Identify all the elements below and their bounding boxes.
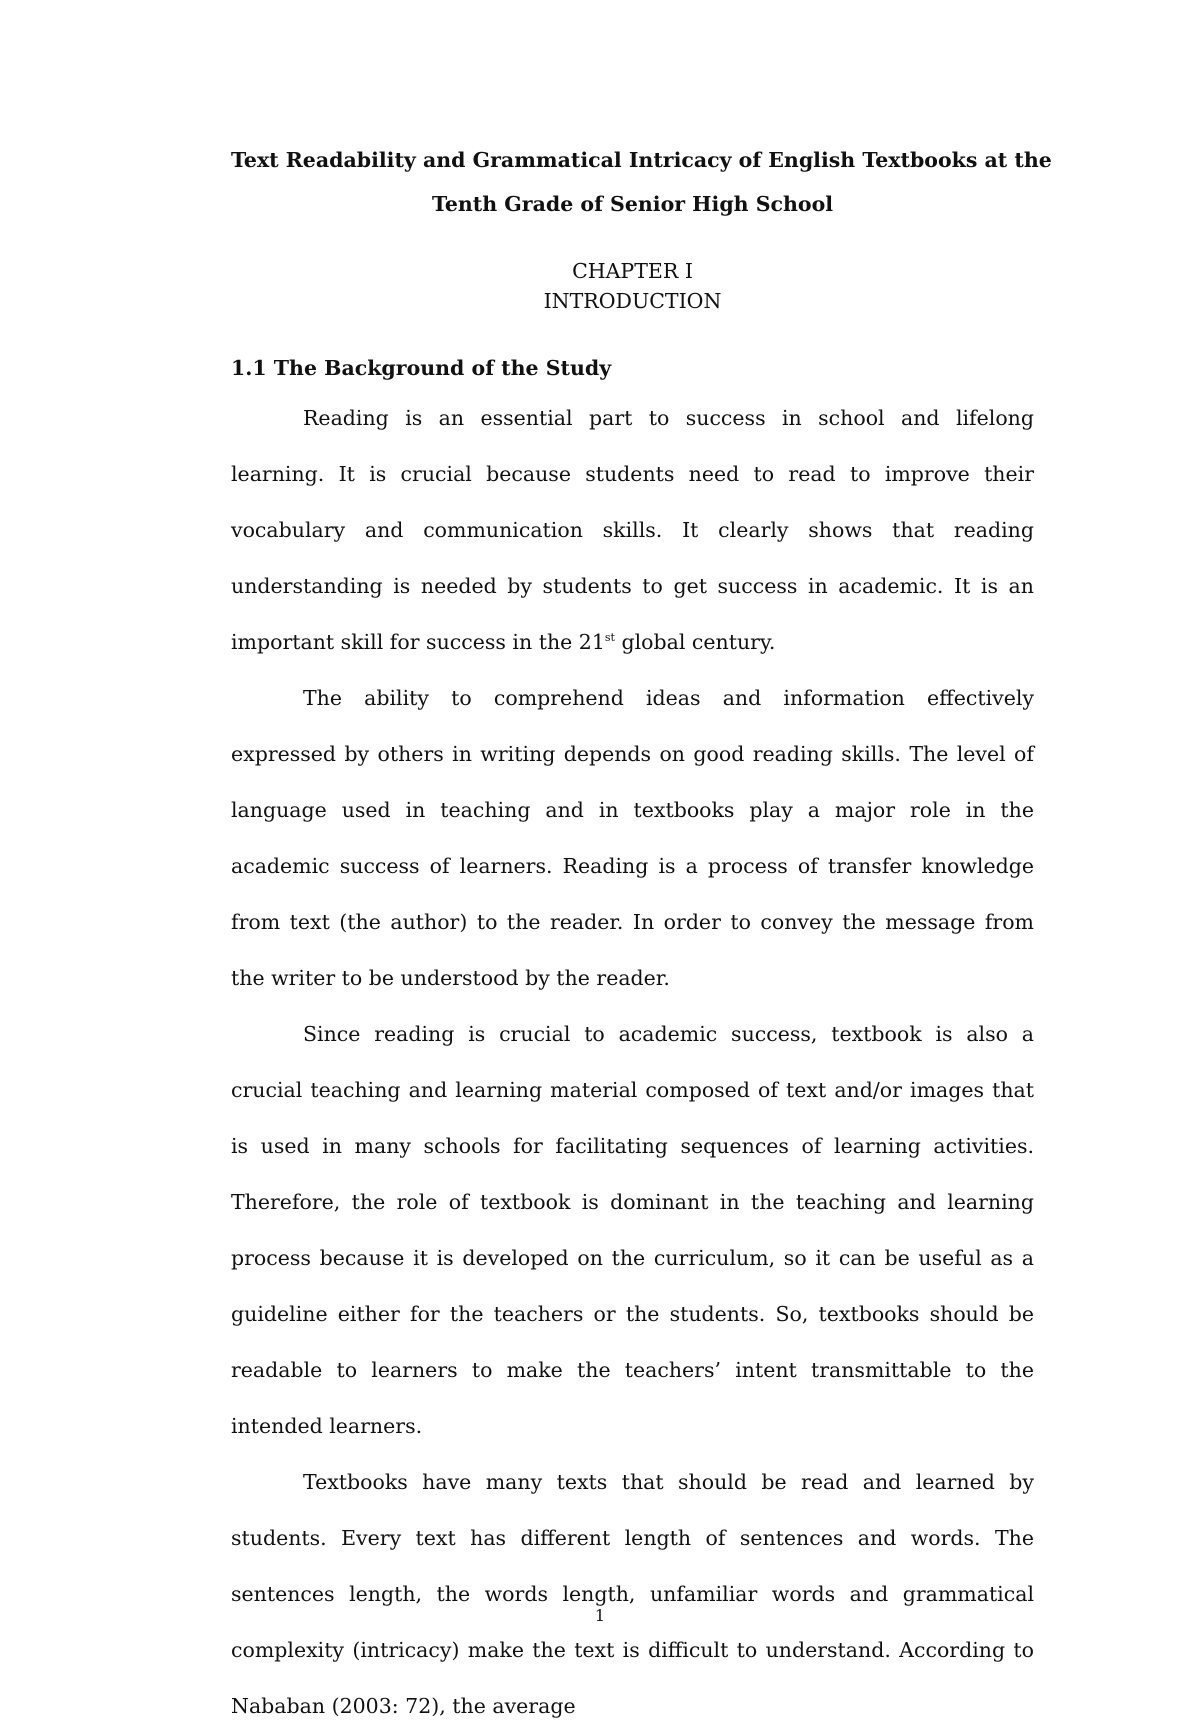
chapter-title: INTRODUCTION (543, 289, 722, 313)
body-text (231, 390, 1034, 1734)
section-heading: 1.1 The Background of the Study (231, 356, 612, 380)
page-number: 1 (594, 1606, 606, 1625)
paragraph-4: Textbooks have many texts that should be read and learned by students. Every text has different length of sentences and words. The sentences length, the words length, unfamiliar words and grammatical complexity (intricacy) make the text is difficult to understand. According to Nababan (2003: 72), the average (231, 1470, 1034, 1718)
paragraph-1 (231, 390, 1034, 670)
chapter-label: CHAPTER I (572, 259, 693, 283)
paragraph-3: Since reading is crucial to academic success, textbook is also a crucial teaching and learning material composed of text and/or images that is used in many schools for facilitating sequences of learning activities. Therefore, the role of textbook is dominant in the teaching and learning process because it is developed on the curriculum, so it can be useful as a guideline either for the teachers or the students. So, textbooks should be readable to learners to make the teachers’ intent transmittable to the intended learners. (231, 1022, 1034, 1438)
document-title-line-2: Tenth Grade of Senior High School (431, 192, 834, 216)
document-title-line-1: Text Readability and Grammatical Intricacy of English Textbooks at the (231, 148, 1052, 172)
chapter-header (231, 256, 1034, 316)
page-content (231, 138, 1052, 1734)
ordinal-superscript: st (604, 631, 615, 645)
paragraph-1-text: Reading is an essential part to success in school and lifelong learning. It is crucial because students need to read to improve their vocabulary and communication skills. It clearly shows that reading understanding is needed by students to get success in academic. It is an important skill for success in the 21 (231, 406, 1034, 654)
paragraph-1-ending: global century. (614, 630, 776, 654)
paragraph-2: The ability to comprehend ideas and information effectively expressed by others in writing depends on good reading skills. The level of language used in teaching and in textbooks play a major role in the academic success of learners. Reading is a process of transfer knowledge from text (the author) to the reader. In order to convey the message from the writer to be understood by the reader. (231, 686, 1034, 990)
